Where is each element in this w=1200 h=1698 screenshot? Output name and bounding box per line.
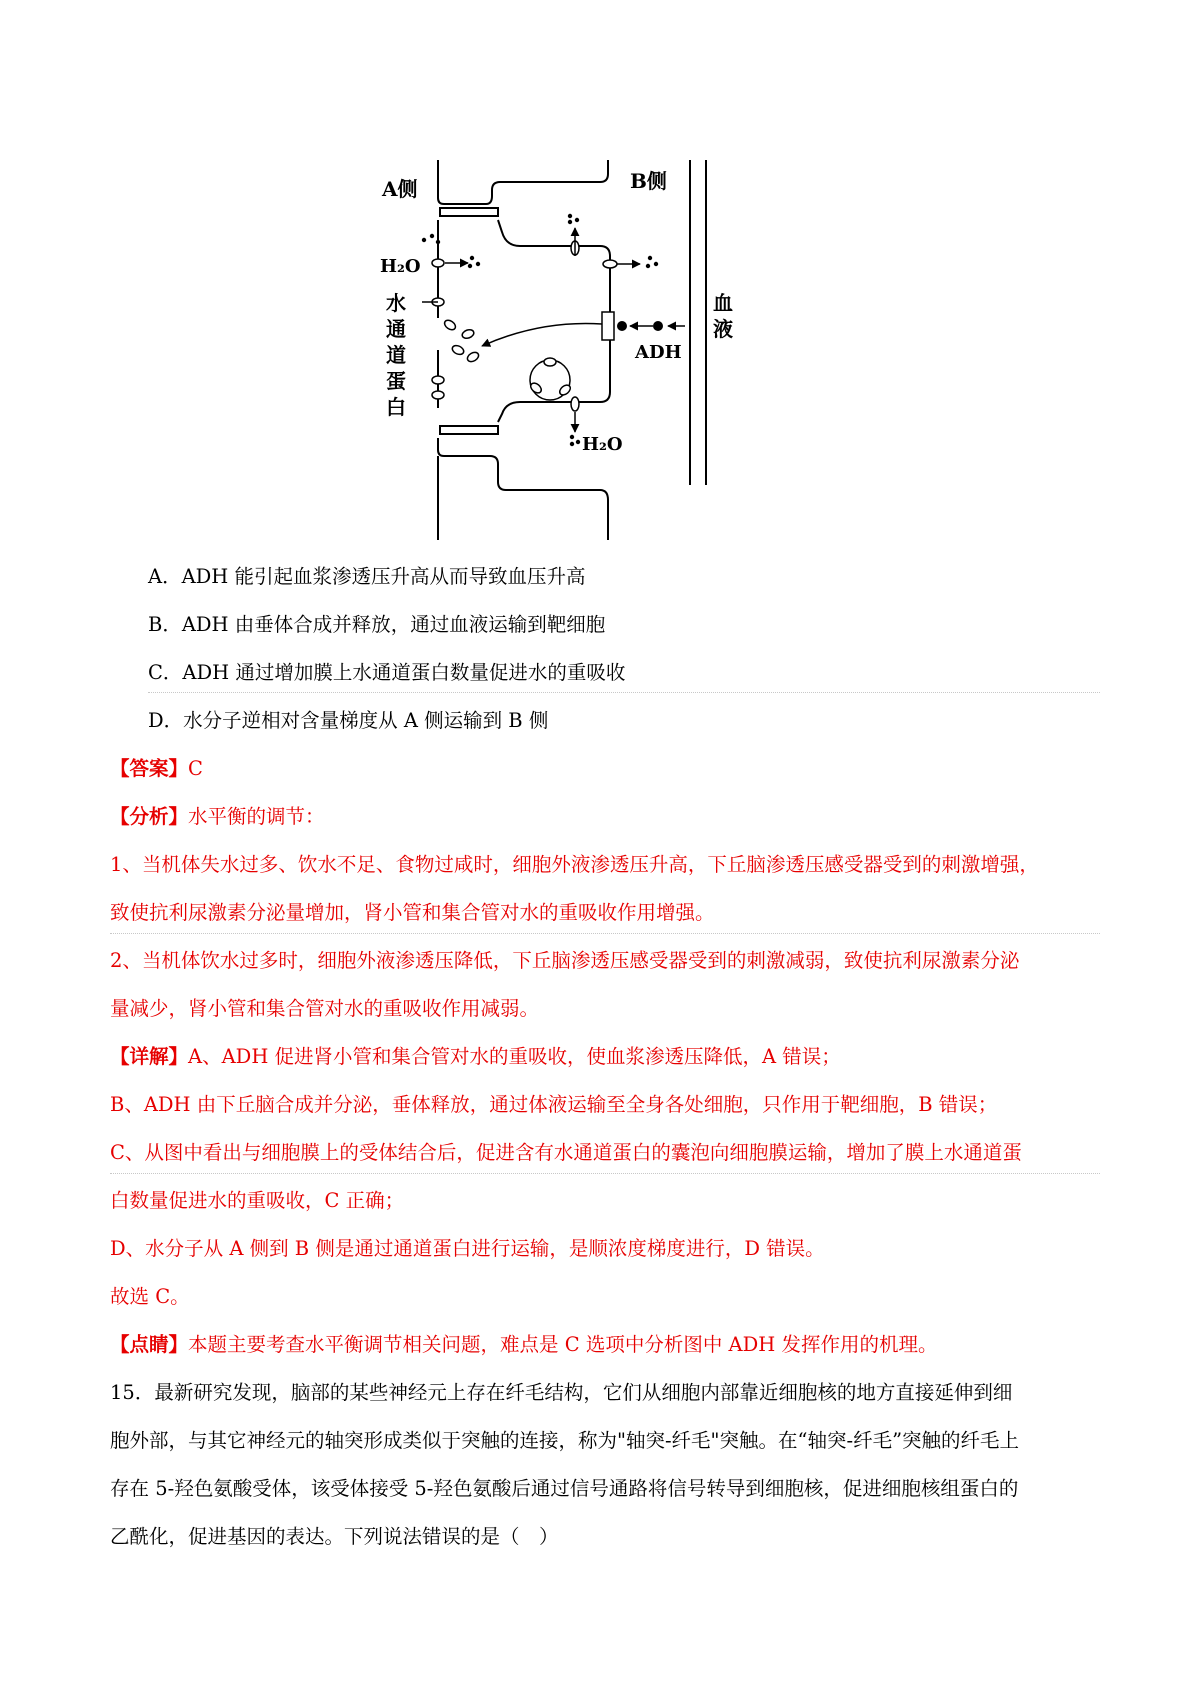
- detail-c2: 白数量促进水的重吸收，C 正确；: [110, 1189, 405, 1212]
- detail-d: D、水分子从 A 侧到 B 侧是通过通道蛋白进行运输，是顺浓度梯度进行，D 错误。: [110, 1237, 825, 1260]
- answer-line: [110, 754, 203, 784]
- divider: [110, 1173, 1100, 1174]
- answer-tag: 【答案】: [110, 757, 189, 780]
- divider: [110, 933, 1100, 934]
- comment-tag: 【点睛】: [110, 1333, 189, 1356]
- question15-line-4: 乙酰化，促进基因的表达。下列说法错误的是（ ）: [110, 1525, 559, 1548]
- label-side-b: B侧: [630, 169, 667, 193]
- divider: [148, 692, 1100, 693]
- label-water-bottom: H₂O: [582, 434, 623, 455]
- option-c: C．ADH 通过增加膜上水通道蛋白数量促进水的重吸收: [148, 661, 626, 684]
- label-side-a: A侧: [382, 177, 418, 201]
- label-channel-4: 蛋: [386, 369, 406, 393]
- detail-tag: 【详解】: [110, 1045, 189, 1068]
- label-water-left: H₂O: [380, 256, 421, 277]
- option-b: B．ADH 由垂体合成并释放，通过血液运输到靶细胞: [148, 613, 606, 636]
- label-channel-2: 通: [386, 317, 406, 341]
- comment-line: [110, 1330, 937, 1360]
- comment-text: 本题主要考查水平衡调节相关问题，难点是 C 选项中分析图中 ADH 发挥作用的机理。: [188, 1333, 938, 1356]
- adh-diagram: [380, 160, 790, 540]
- option-d: D．水分子逆相对含量梯度从 A 侧运输到 B 侧: [148, 709, 549, 732]
- label-adh: ADH: [635, 342, 682, 363]
- label-blood-1: 血: [713, 291, 733, 315]
- analysis-text: 水平衡的调节：: [188, 805, 325, 828]
- analysis-point-2b: 量减少，肾小管和集合管对水的重吸收作用减弱。: [110, 997, 540, 1020]
- analysis-point-2a: 2、当机体饮水过多时，细胞外液渗透压降低，下丘脑渗透压感受器受到的刺激减弱，致使抗利尿激素分泌: [110, 949, 1020, 972]
- label-blood-2: 液: [713, 317, 733, 341]
- detail-first: A、ADH 促进肾小管和集合管对水的重吸收，使血浆渗透压降低，A 错误；: [188, 1045, 841, 1068]
- question15-line-3: 存在 5-羟色氨酸受体，该受体接受 5-羟色氨酸后通过信号通路将信号转导到细胞核，促进细胞核组蛋白的: [110, 1477, 1019, 1500]
- answer-text: C: [188, 757, 203, 780]
- option-a: A．ADH 能引起血浆渗透压升高从而导致血压升高: [148, 565, 586, 588]
- analysis-point-1a: 1、当机体失水过多、饮水不足、食物过咸时，细胞外液渗透压升高，下丘脑渗透压感受器受到的刺激增强，: [110, 853, 1039, 876]
- analysis-point-1b: 致使抗利尿激素分泌量增加，肾小管和集合管对水的重吸收作用增强。: [110, 901, 715, 924]
- detail-line: [110, 1042, 841, 1072]
- detail-b: B、ADH 由下丘脑合成并分泌，垂体释放，通过体液运输至全身各处细胞，只作用于靶细胞，B 错误；: [110, 1093, 998, 1116]
- detail-conclusion: 故选 C。: [110, 1285, 190, 1308]
- question15-line-1: 15．最新研究发现，脑部的某些神经元上存在纤毛结构，它们从细胞内部靠近细胞核的地方直接延伸到细: [110, 1381, 1013, 1404]
- label-channel-5: 白: [386, 395, 406, 419]
- detail-c1: C、从图中看出与细胞膜上的受体结合后，促进含有水通道蛋白的囊泡向细胞膜运输，增加了膜上水通道蛋: [110, 1141, 1022, 1164]
- question15-line-2: 胞外部，与其它神经元的轴突形成类似于突触的连接，称为"轴突-纤毛"突触。在“轴突-纤毛”突触的纤毛上: [110, 1429, 1020, 1452]
- analysis-tag: 【分析】: [110, 805, 189, 828]
- label-channel-3: 道: [386, 343, 406, 367]
- label-channel-1: 水: [386, 291, 406, 315]
- analysis-line: [110, 802, 325, 832]
